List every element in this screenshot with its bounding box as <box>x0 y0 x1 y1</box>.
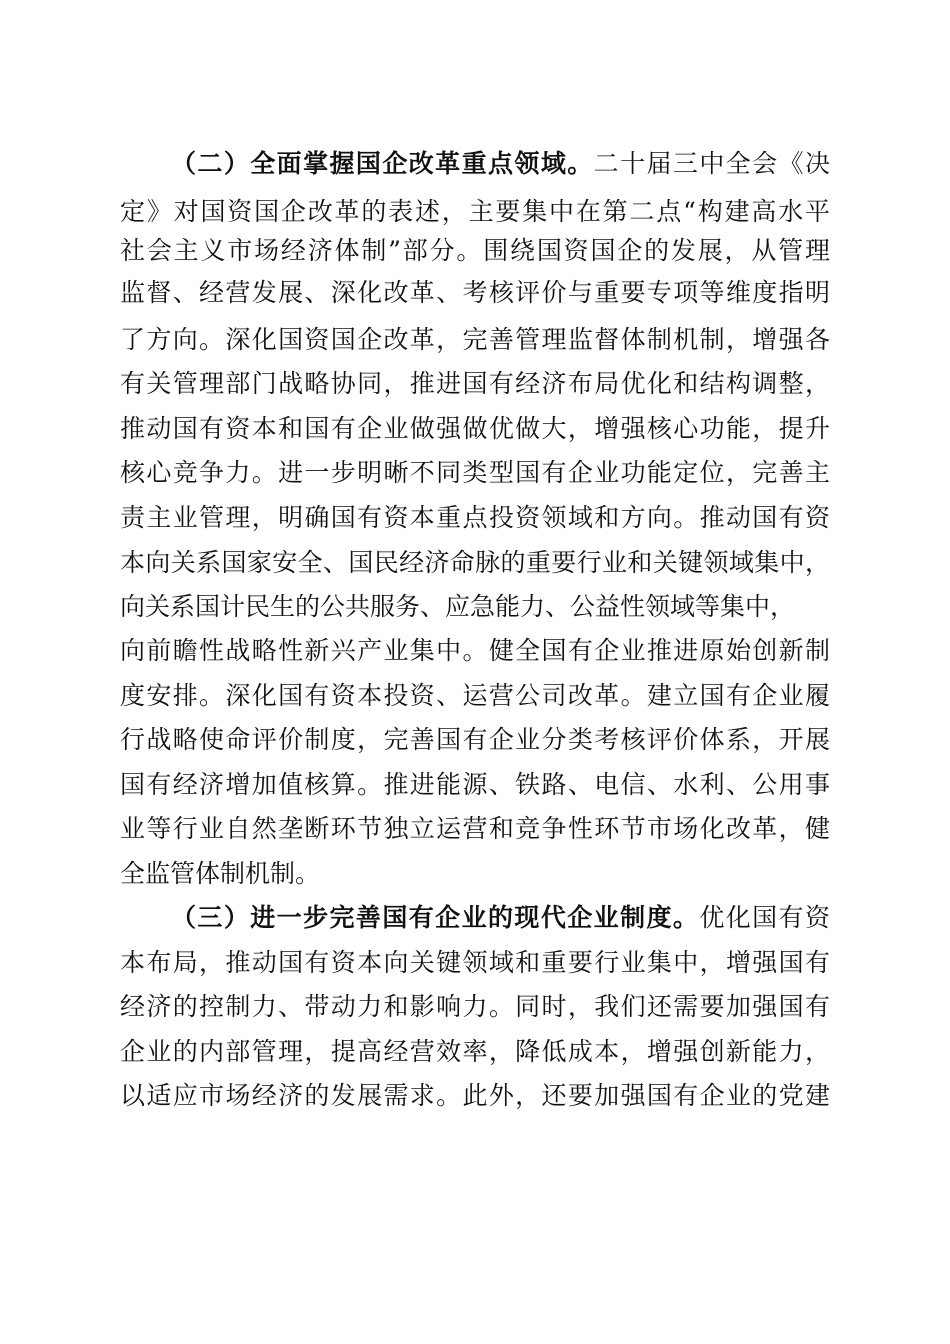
section2-line-14: 行战略使命评价制度，完善国有企业分类考核评价体系，开展 <box>120 725 830 754</box>
section2-heading: （二）全面掌握国企改革重点领域。 <box>171 149 594 178</box>
section2-line-13: 度安排。深化国有资本投资、运营公司改革。建立国有企业履 <box>120 681 830 710</box>
section2-line-8: 核心竞争力。进一步明晰不同类型国有企业功能定位，完善主 <box>120 458 830 487</box>
section2-line-12: 向前瞻性战略性新兴产业集中。健全国有企业推进原始创新制 <box>120 636 830 665</box>
section2-line-2: 定》对国资国企改革的表述，主要集中在第二点“构建高水平 <box>120 197 830 226</box>
section3-line-3: 经济的控制力、带动力和影响力。同时，我们还需要加强国有 <box>120 992 830 1021</box>
section2-line-15: 国有经济增加值核算。推进能源、铁路、电信、水利、公用事 <box>120 770 830 799</box>
section2-line-17: 全监管体制机制。 <box>120 859 321 888</box>
section2-line-7: 推动国有资本和国有企业做强做优做大，增强核心功能，提升 <box>120 414 830 443</box>
section2-line-9: 责主业管理，明确国有资本重点投资领域和方向。推动国有资 <box>120 503 830 532</box>
section3-line-1 <box>171 898 830 938</box>
section2-line-10: 本向关系国家安全、国民经济命脉的重要行业和关键领域集中， <box>120 548 830 577</box>
section3-heading: （三）进一步完善国有企业的现代企业制度。 <box>171 903 700 932</box>
section2-line-3: 社会主义市场经济体制”部分。围绕国资国企的发展，从管理 <box>120 236 830 265</box>
section2-line-11: 向关系国计民生的公共服务、应急能力、公益性领域等集中， <box>120 592 796 621</box>
section2-line-1 <box>171 144 830 184</box>
section2-line-16: 业等行业自然垄断环节独立运营和竞争性环节市场化改革，健 <box>120 814 830 843</box>
section2-line-4: 监督、经营发展、深化改革、考核评价与重要专项等维度指明 <box>120 278 830 307</box>
section2-line-6: 有关管理部门战略协同，推进国有经济布局优化和结构调整， <box>120 369 830 398</box>
section3-line-5: 以适应市场经济的发展需求。此外，还要加强国有企业的党建 <box>120 1081 830 1110</box>
section3-text-1: 优化国有资 <box>699 903 830 932</box>
section2-text-1: 二十届三中全会《决 <box>593 149 830 178</box>
section2-line-5: 了方向。深化国资国企改革，完善管理监督体制机制，增强各 <box>120 325 830 354</box>
section3-line-4: 企业的内部管理，提高经营效率，降低成本，增强创新能力， <box>120 1037 830 1066</box>
section3-line-2: 本布局，推动国有资本向关键领域和重要行业集中，增强国有 <box>120 948 830 977</box>
